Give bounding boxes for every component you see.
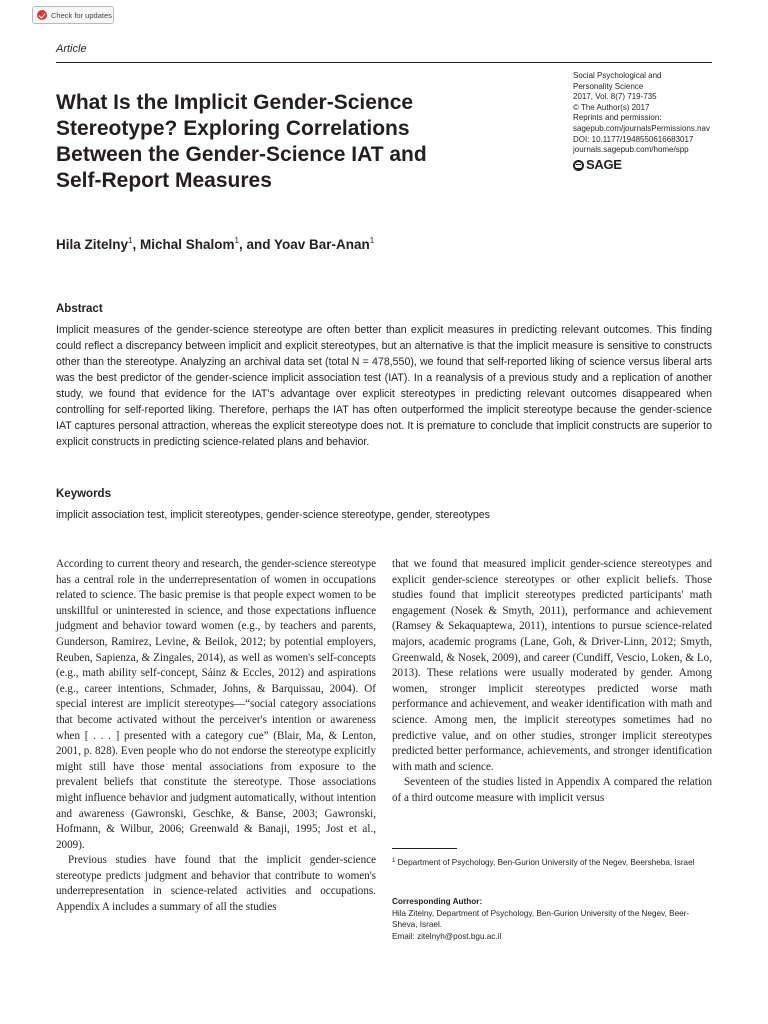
journal-line: © The Author(s) 2017	[573, 102, 650, 112]
abstract-heading: Abstract	[56, 303, 103, 315]
footnote-rule	[392, 848, 457, 849]
header-rule	[56, 62, 712, 63]
paper-title: What Is the Implicit Gender-Science Stereotype? Exploring Correlations Between the Gender-Science IAT and Self-Report Measures	[56, 91, 427, 192]
keywords-text: implicit association test, implicit stereotypes, gender-science stereotype, gender, stereotypes	[56, 509, 490, 521]
author-name: Yoav Bar-Anan	[273, 237, 370, 252]
publisher-name: SAGE	[586, 156, 622, 172]
author-list	[56, 236, 374, 252]
check-for-updates-badge[interactable]	[32, 6, 114, 24]
journal-line: Personality Science	[573, 81, 644, 91]
corresponding-author	[392, 896, 712, 942]
body-paragraph: According to current theory and research, the gender-science stereotype has a central role in the underrepresentation of women in occupations related to science. The basic premise is that people expect women to be unskillful or uninterested in science, and those expectations influence judgment and behavior toward women (e.g., by teachers and parents, Gunderson, Ramirez, Levine, & Beilok, 2012; by potential employers, Reuben, Sapienza, & Zingales, 2014), as well as women's self-concepts (e.g., math ability self-concept, Sáinz & Eccles, 2012) and aspirations (e.g., career intentions, Schmader, Johns, & Barquissau, 2004). Of special interest are implicit stereotypes—“social category associations that become activated without the perceiver's intention or awareness when [ . . . ] presented with a category cue” (Blair, Ma, & Lenton, 2001, p. 828). Even people who do not endorse the stereotype explicitly might still have those mental associations from exposure to the prevalent beliefs that constitute the stereotype. Those associations might influence behavior and judgment automatically, without intention and awareness (Gawronski, Geschke, & Banse, 2003; Gawronski, Hofmann, & Wilbur, 2006; Greenwald & Banaji, 1995; Jost et al., 2009).	[56, 558, 376, 851]
corresponding-heading: Corresponding Author:	[392, 897, 483, 906]
author-separator: ,	[132, 237, 140, 252]
sage-logo	[573, 156, 723, 172]
journal-line: Reprints and permission:	[573, 113, 662, 123]
affiliation-marker: 1	[128, 236, 133, 245]
body-paragraph: that we found that measured implicit gender-science stereotypes and explicit gender-science stereotypes or other explicit beliefs. Those studies found that implicit stereotypes predicted participants' math engagement (Nosek & Smyth, 2011), performance and achievement (Ramsey & Sekaquaptewa, 2011), intentions to pursue science-related majors, academic programs (Lane, Goh, & Driver-Linn, 2012; Smyth, Greenwald, & Nosek, 2009), and career (Cundiff, Vescio, Loken, & Lo, 2013). These relations were usually moderated by gender. Among women, stronger implicit stereotypes predicted worse math performance and achievement, and weaker identification with math and science. Among men, the implicit stereotypes sometimes had no predictive value, and on other studies, stronger implicit stereotypes predicted better performance, achievements, and stronger identification with math and science.	[392, 558, 712, 773]
abstract-text: Implicit measures of the gender-science stereotype are often better than explicit measures in predicting relevant outcomes. This finding could reflect a discrepancy between implicit and explicit stereotypes, but an alternative is that the implicit measure is sensitive to constructs other than the stereotype. Analyzing an archival data set (total N = 478,550), we found that self-reported liking of science versus liberal arts was the best predictor of the gender-science implicit association test (IAT). In a reanalysis of a previous study and a replication of another study, we found that evidence for the IAT's advantage over explicit stereotypes in predicting relevant outcomes disappeared when controlling for self-reported liking. Therefore, perhaps the IAT has often outperformed the implicit stereotype because the gender-science IAT captures personal attraction, whereas the explicit stereotype does not. It is premature to conclude that implicit constructs are superior to explicit constructs in predicting science-related plans and behavior.	[56, 324, 712, 448]
journal-line: Social Psychological and	[573, 71, 662, 80]
journal-line: 2017, Vol. 8(7) 719-735	[573, 92, 657, 102]
affiliation-footnote	[392, 856, 712, 869]
journal-info	[573, 71, 723, 171]
affiliation-text: Department of Psychology, Ben-Gurion University of the Negev, Beersheba, Israel	[397, 858, 695, 867]
article-type-label: Article	[56, 43, 87, 55]
check-icon	[37, 10, 47, 20]
corresponding-email[interactable]: Email: zitelnyh@post.bgu.ac.il	[392, 931, 502, 941]
check-for-updates-label: Check for updates	[51, 10, 112, 20]
affiliation-number: 1	[392, 858, 396, 864]
journal-line: sagepub.com/journalsPermissions.nav	[573, 123, 710, 133]
keywords-heading: Keywords	[56, 488, 111, 500]
body-column-right	[392, 557, 712, 807]
author-name: Hila Zitelny	[56, 237, 129, 252]
body-column-left	[56, 557, 376, 916]
corresponding-line: Hila Zitelny, Department of Psychology, Ben-Gurion University of the Negev, Beer-Sheva, Israel.	[392, 908, 690, 929]
author-name: Michal Shalom	[139, 237, 235, 252]
body-paragraph: Previous studies have found that the implicit gender-science stereotype predicts judgment and behavior that contribute to women's underrepresentation in science-related activities and occupations. Appendix A includes a summary of all the studies	[56, 854, 376, 914]
body-paragraph: Seventeen of the studies listed in Appendix A compared the relation of a third outcome measure with implicit versus	[392, 776, 712, 804]
author-separator: , and	[238, 237, 274, 252]
journal-line: journals.sagepub.com/home/spp	[573, 145, 689, 155]
affiliation-marker: 1	[369, 236, 375, 245]
sage-logo-icon	[573, 160, 584, 171]
journal-line: DOI: 10.1177/1948550616683017	[573, 134, 694, 144]
affiliation-marker: 1	[234, 236, 239, 245]
